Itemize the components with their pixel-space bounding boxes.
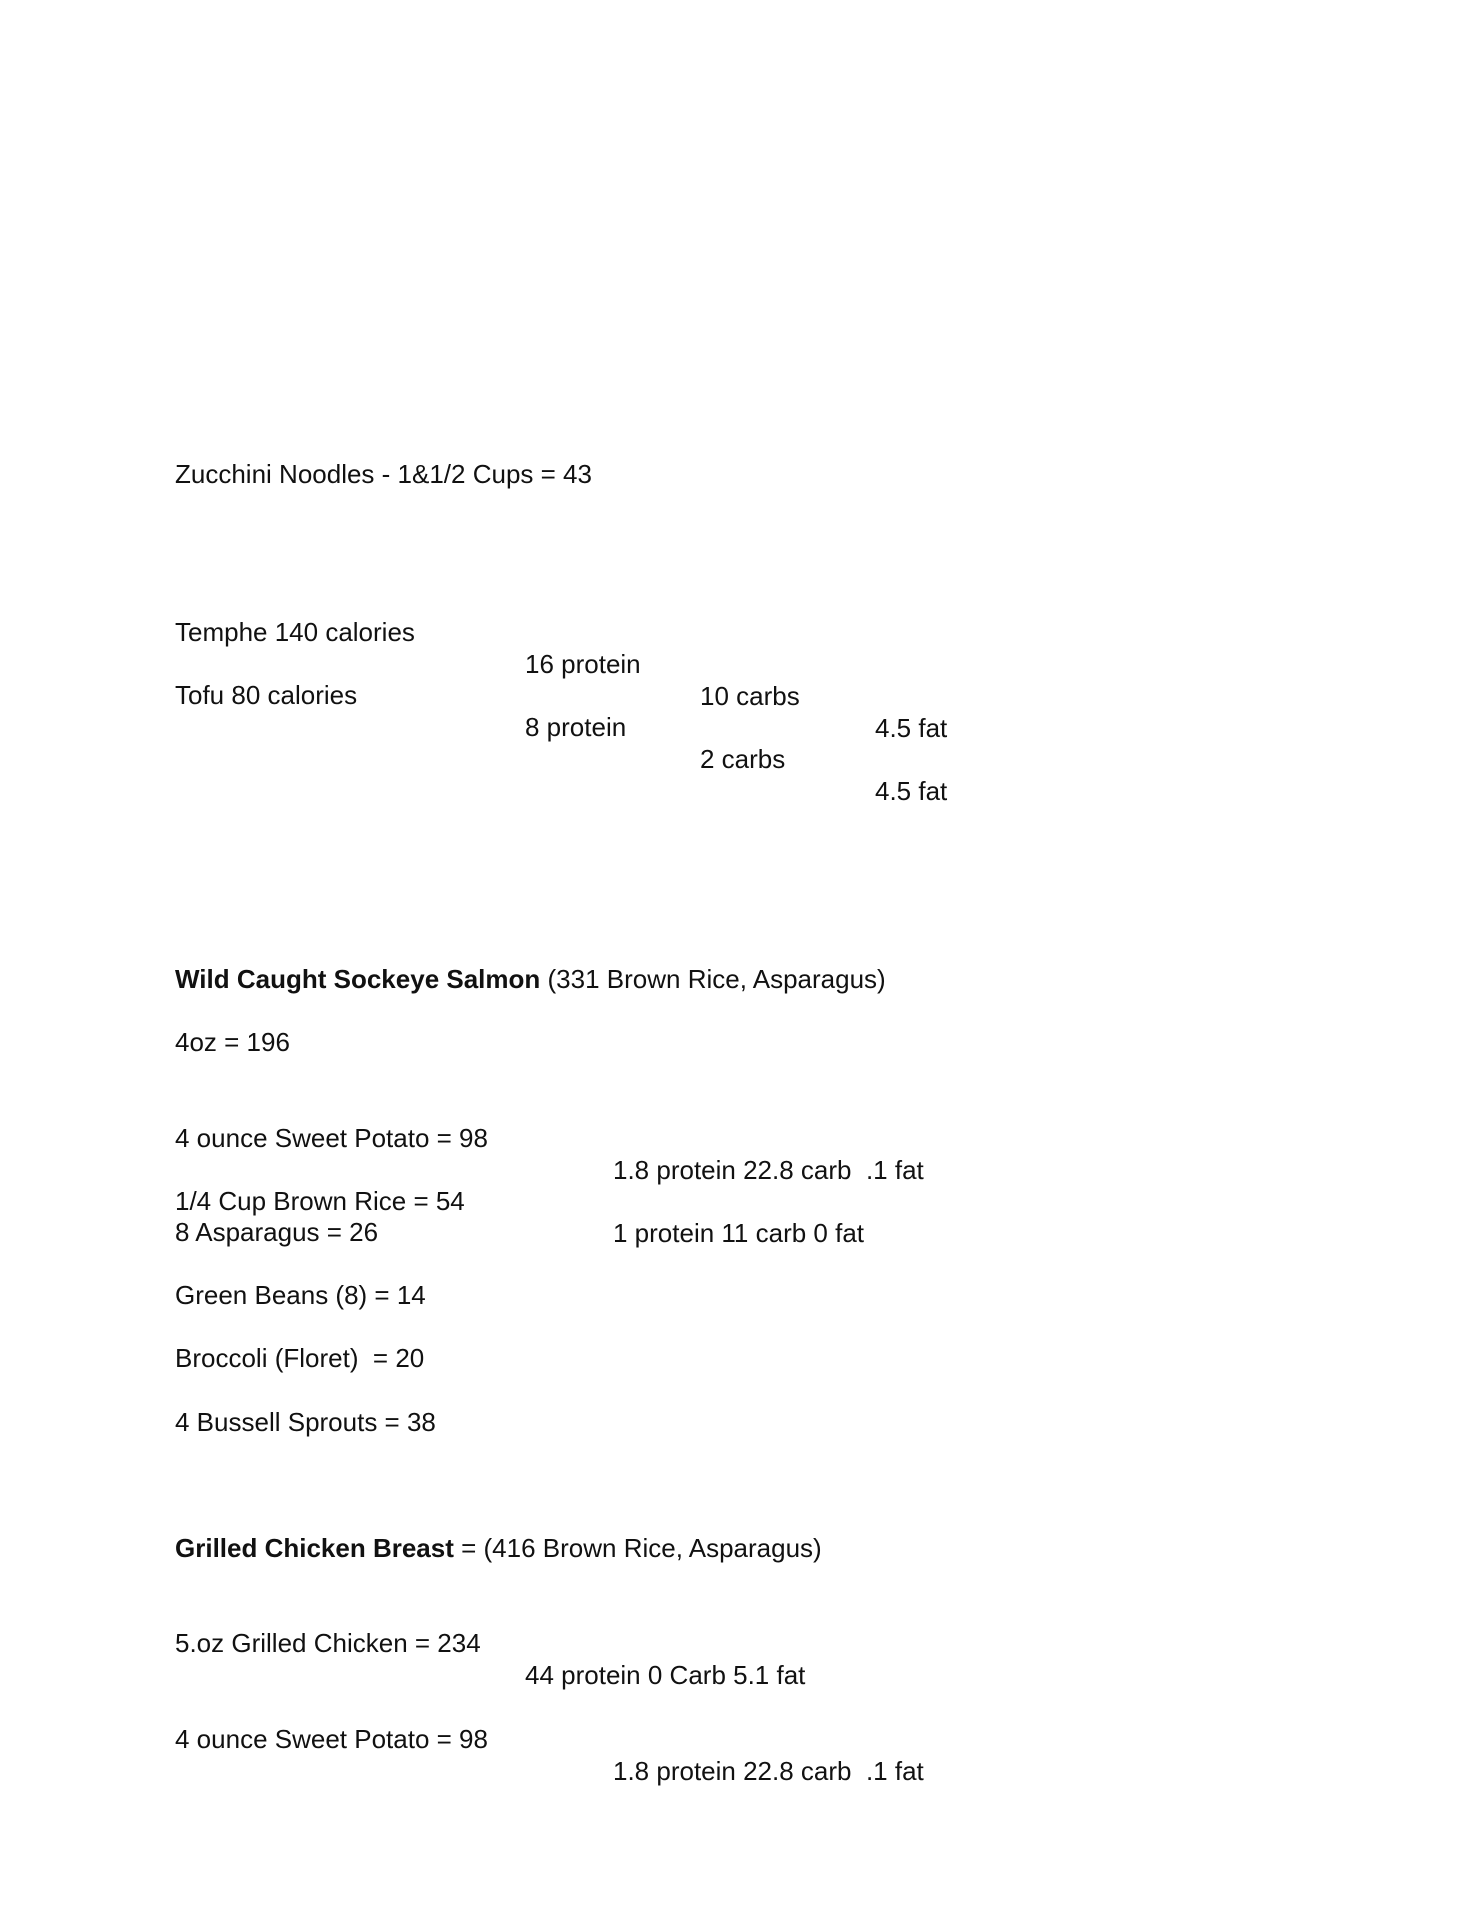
salmon-title-rest: (331 Brown Rice, Asparagus) [540,964,886,994]
chicken-portion: 5.oz Grilled Chicken = 234 [175,1628,481,1658]
salmon-heading [175,963,886,995]
salmon-item-green-beans: Green Beans (8) = 14 [175,1280,426,1310]
tempeh-protein: 16 protein [525,649,641,679]
chicken-sweet-potato-row [175,1691,924,1819]
salmon-item-sprouts: 4 Bussell Sprouts = 38 [175,1407,436,1437]
chicken-sweet-potato: 4 ounce Sweet Potato = 98 [175,1724,488,1754]
tofu-fat: 4.5 fat [875,776,948,806]
chicken-sweet-potato-macros: 1.8 protein 22.8 carb .1 fat [613,1756,924,1786]
tofu-carbs: 2 carbs [700,744,786,774]
tempeh-fat: 4.5 fat [875,713,948,743]
salmon-title: Wild Caught Sockeye Salmon [175,964,541,994]
chicken-heading [175,1532,822,1564]
tofu-protein: 8 protein [525,712,627,742]
salmon-item-asparagus: 8 Asparagus = 26 [175,1217,379,1247]
salmon-item-macros: 1 protein 11 carb 0 fat [613,1218,865,1248]
salmon-item-label: 4 ounce Sweet Potato = 98 [175,1123,488,1153]
chicken-title: Grilled Chicken Breast [175,1533,454,1563]
tempeh-name: Temphe 140 calories [175,617,415,647]
salmon-item-label: 1/4 Cup Brown Rice = 54 [175,1186,465,1216]
tofu-name: Tofu 80 calories [175,680,358,710]
salmon-item-broccoli: Broccoli (Floret) = 20 [175,1343,425,1373]
tempeh-carbs: 10 carbs [700,681,800,711]
salmon-portion: 4oz = 196 [175,1027,290,1057]
chicken-title-rest: = (416 Brown Rice, Asparagus) [453,1533,822,1563]
zucchini-line: Zucchini Noodles - 1&1/2 Cups = 43 [175,459,592,489]
chicken-portion-macros: 44 protein 0 Carb 5.1 fat [525,1660,806,1690]
salmon-item-macros: 1.8 protein 22.8 carb .1 fat [613,1155,924,1185]
